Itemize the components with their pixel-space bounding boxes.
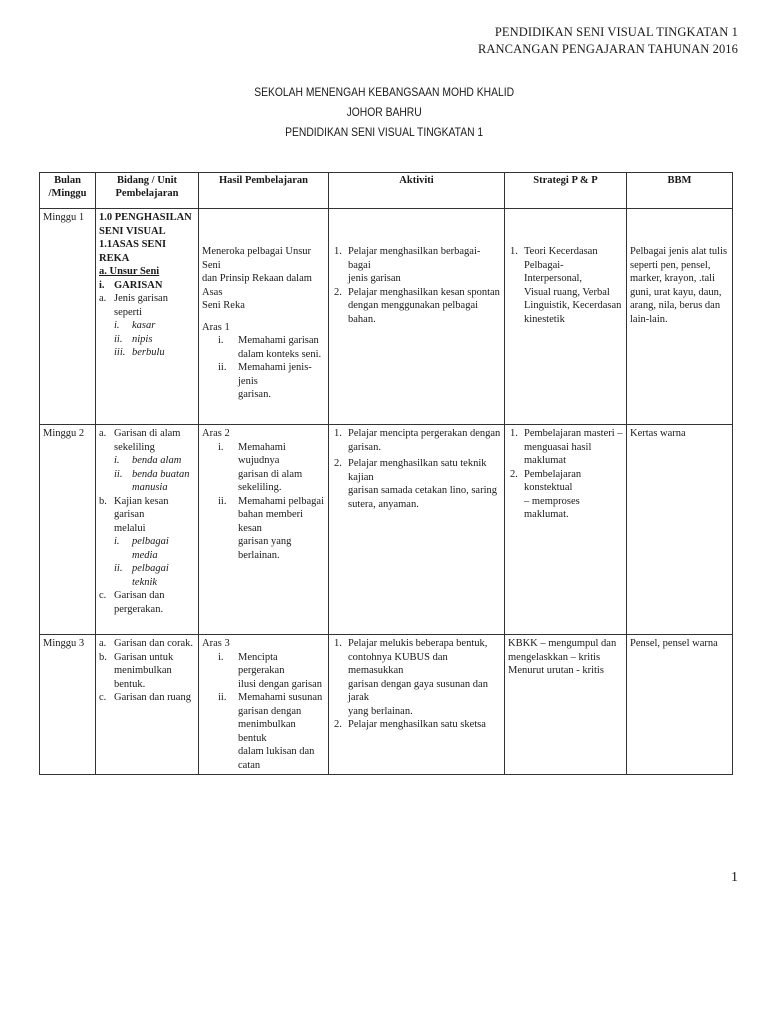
list-item (99, 319, 195, 333)
text-line: arang, nila, berus dan (630, 300, 721, 311)
col-header-aktiviti: Aktiviti (329, 173, 505, 209)
list-item (99, 427, 195, 454)
text-line: marker, krayon, .tali (630, 273, 716, 284)
list-text: Memahami pelbagai (238, 495, 325, 507)
hasil-cell (199, 425, 329, 635)
week-cell: Minggu 2 (40, 425, 96, 635)
list-text: garisan dengan (238, 705, 302, 717)
school-city: JOHOR BAHRU (346, 105, 422, 119)
list-item (99, 454, 195, 468)
col-header-bulan-line1: Bulan (54, 175, 81, 186)
list-text: benda alam (132, 455, 182, 466)
week-cell: Minggu 1 (40, 209, 96, 425)
list-item (332, 457, 501, 511)
list-marker: 2. (334, 719, 342, 730)
aras-label: Aras 2 (202, 428, 230, 439)
list-marker: 2. (334, 458, 342, 469)
list-item (332, 245, 501, 286)
list-item (332, 718, 501, 732)
text-line: dan Prinsip Rekaan dalam Asas (202, 273, 312, 298)
list-text: bahan memberi kesan (238, 509, 304, 534)
unit-subheading: a. Unsur Seni (99, 266, 160, 277)
list-marker: 1. (510, 246, 518, 257)
list-marker: c. (99, 590, 107, 601)
text-line: Menurut urutan - kritis (508, 665, 604, 676)
list-text: Garisan di alam (114, 428, 181, 439)
list-marker: 1. (510, 428, 518, 439)
header-plan-title: RANCANGAN PENGAJARAN TAHUNAN 2016 (477, 42, 738, 56)
col-header-bbm: BBM (627, 173, 733, 209)
list-item (99, 637, 195, 651)
list-text: Pelajar menghasilkan kesan spontan (348, 286, 500, 298)
aktiviti-cell (329, 425, 505, 635)
list-text: Pelajar melukis beberapa bentuk, (348, 638, 488, 649)
subject-title: PENDIDIKAN SENI VISUAL TINGKATAN 1 (285, 125, 484, 139)
list-marker: ii. (218, 692, 227, 703)
list-item (99, 279, 195, 293)
list-item (99, 691, 195, 705)
week-cell: Minggu 3 (40, 635, 96, 775)
list-text: jenis garisan (348, 273, 401, 284)
list-text: dalam konteks seni. (238, 348, 322, 360)
list-text: Memahami jenis-jenis (238, 362, 312, 387)
list-item (202, 691, 325, 772)
list-text: Garisan dan corak. (114, 638, 194, 649)
col-header-bidang-line2: Pembelajaran (115, 187, 179, 199)
list-text: yang berlainan. (348, 705, 413, 717)
list-text: contohnya KUBUS dan memasukkan (348, 651, 448, 676)
list-item (332, 427, 501, 454)
bbm-cell: Kertas warna (627, 425, 733, 635)
text-line: seperti pen, pensel, (630, 259, 711, 271)
list-marker: i. (114, 455, 120, 466)
list-item (332, 286, 501, 327)
list-marker: 1. (334, 246, 342, 257)
list-text: Visual ruang, Verbal (524, 286, 610, 298)
list-text: garisan samada cetakan lino, saring (348, 485, 497, 496)
col-header-bidang (96, 173, 199, 209)
list-marker: 2. (510, 468, 518, 480)
list-text: Teori Kecerdasan (524, 246, 598, 257)
list-text: menguasai hasil (524, 441, 592, 453)
list-text: sekeliling. (238, 482, 282, 493)
list-text: menimbulkan bentuk (238, 719, 296, 744)
list-text: Memahami garisan (238, 335, 319, 346)
list-text: dengan menggunakan pelbagai bahan. (348, 300, 479, 325)
list-item (202, 441, 325, 495)
text-line: Pelbagai jenis alat tulis (630, 246, 728, 257)
col-header-bulan-line2: /Minggu (48, 187, 87, 199)
list-text: nipis (132, 333, 153, 345)
list-text: – memproses maklumat. (524, 495, 580, 520)
list-text: Pelajar menghasilkan berbagai-bagai (348, 246, 481, 271)
unit-heading: SENI VISUAL (99, 225, 166, 237)
table-row-minggu-3 (40, 635, 733, 775)
list-text: Memahami wujudnya (238, 441, 286, 466)
list-marker: a. (99, 428, 107, 439)
list-item (508, 468, 623, 522)
hasil-cell (199, 209, 329, 425)
list-text: Garisan dan ruang (114, 692, 191, 703)
list-marker: a. (99, 638, 107, 649)
list-text: Pelajar menghasilkan satu teknik kajian (348, 458, 487, 483)
list-text: ilusi dengan garisan (238, 678, 322, 690)
list-text: Pembelajaran konstektual (524, 468, 582, 493)
text-line: Seni Reka (202, 300, 245, 311)
text-line: KBKK – mengumpul dan (508, 638, 617, 649)
list-item (99, 495, 195, 536)
col-header-strategi: Strategi P & P (505, 173, 627, 209)
strategi-cell (505, 425, 627, 635)
list-marker: i. (114, 536, 120, 547)
list-text: Pelajar mencipta pergerakan dengan (348, 428, 501, 439)
strategi-cell (505, 209, 627, 425)
list-marker: ii. (114, 563, 123, 574)
text-line: lain-lain. (630, 313, 668, 325)
bidang-cell (96, 425, 199, 635)
list-text: Pembelajaran masteri – (524, 428, 623, 439)
aras-label: Aras 3 (202, 638, 230, 649)
list-text: menimbulkan (114, 665, 172, 676)
list-item (99, 589, 195, 616)
list-marker: ii. (218, 495, 227, 507)
list-text: Memahami susunan (238, 692, 323, 703)
list-marker: c. (99, 692, 107, 703)
list-item (332, 637, 501, 718)
list-text: GARISAN (114, 279, 163, 291)
aktiviti-cell (329, 209, 505, 425)
list-text: garisan dengan gaya susunan dan jarak (348, 678, 488, 703)
list-text: pelbagai media (132, 536, 169, 561)
list-text: pelbagai teknik (132, 563, 169, 588)
list-text: sutera, anyaman. (348, 498, 419, 510)
list-text: sekeliling (114, 441, 155, 453)
list-text: garisan yang berlainan. (238, 536, 292, 561)
list-item (202, 361, 325, 402)
list-item (99, 333, 195, 347)
list-item (99, 535, 195, 562)
list-text: Kajian kesan garisan (114, 495, 169, 520)
list-item (99, 292, 195, 319)
list-marker: ii. (114, 468, 123, 480)
col-header-bidang-line1: Bidang / Unit (116, 175, 178, 186)
list-marker: 1. (334, 638, 342, 649)
list-text: Pelbagai- Interpersonal, (524, 259, 583, 284)
list-text: bentuk. (114, 678, 146, 690)
list-marker: i. (218, 335, 224, 346)
strategi-cell (505, 635, 627, 775)
list-text: Pelajar menghasilkan satu sketsa (348, 719, 486, 730)
list-marker: ii. (218, 362, 227, 373)
list-text: pergerakan. (114, 603, 164, 615)
text-line: guni, urat kayu, daun, (630, 286, 722, 298)
list-item (99, 468, 195, 495)
table-row-minggu-1 (40, 209, 733, 425)
list-marker: i. (218, 651, 224, 663)
list-text: Garisan untuk (114, 651, 174, 663)
list-text: garisan. (238, 389, 271, 400)
list-text: dalam lukisan dan catan (238, 746, 315, 771)
list-marker: 1. (334, 428, 342, 439)
list-item (202, 495, 325, 563)
header-subject: PENDIDIKAN SENI VISUAL TINGKATAN 1 (494, 25, 738, 39)
list-item (99, 651, 195, 692)
school-name: SEKOLAH MENENGAH KEBANGSAAN MOHD KHALID (254, 85, 515, 99)
list-marker: iii. (114, 347, 126, 358)
unit-heading: 1.1ASAS SENI REKA (99, 239, 167, 264)
bbm-cell (627, 209, 733, 425)
unit-heading: 1.0 PENGHASILAN (99, 212, 192, 223)
list-text: Garisan dan (114, 590, 165, 601)
aras-label: Aras 1 (202, 321, 230, 333)
col-header-bulan (40, 173, 96, 209)
list-marker: ii. (114, 333, 123, 345)
text-line: mengelaskkan – kritis (508, 651, 601, 663)
list-item (508, 245, 623, 326)
list-item (202, 651, 325, 692)
text-line: Meneroka pelbagai Unsur Seni (202, 246, 312, 271)
list-marker: b. (99, 495, 107, 507)
list-text: benda buatan (132, 468, 190, 480)
list-text: garisan. (348, 441, 381, 453)
aktiviti-cell (329, 635, 505, 775)
list-text: kasar (132, 320, 156, 331)
list-text: Linguistik, Kecerdasan (524, 300, 622, 311)
list-text: Mencipta pergerakan (238, 651, 285, 676)
list-item (99, 562, 195, 589)
hasil-cell (199, 635, 329, 775)
list-marker: 2. (334, 286, 342, 298)
document-header (478, 24, 738, 58)
list-item (99, 346, 195, 360)
list-text: melalui (114, 522, 146, 534)
bidang-cell (96, 635, 199, 775)
list-marker: b. (99, 651, 107, 663)
list-text: Jenis garisan seperti (114, 293, 168, 318)
list-item (202, 334, 325, 361)
list-marker: a. (99, 293, 107, 304)
list-item (508, 427, 623, 468)
list-marker: i. (99, 279, 105, 291)
list-text: maklumat (524, 455, 566, 466)
table-header-row (40, 173, 733, 209)
list-text: kinestetik (524, 313, 565, 325)
col-header-hasil: Hasil Pembelajaran (199, 173, 329, 209)
document-titles (54, 82, 714, 142)
bbm-cell: Pensel, pensel warna (627, 635, 733, 775)
lesson-plan-table (39, 172, 733, 775)
list-text: manusia (132, 482, 168, 493)
bidang-cell (96, 209, 199, 425)
list-marker: i. (218, 441, 224, 453)
table-row-minggu-2 (40, 425, 733, 635)
list-marker: i. (114, 320, 120, 331)
list-text: garisan di alam (238, 468, 303, 480)
list-text: berbulu (132, 347, 165, 358)
page-number: 1 (731, 870, 738, 885)
